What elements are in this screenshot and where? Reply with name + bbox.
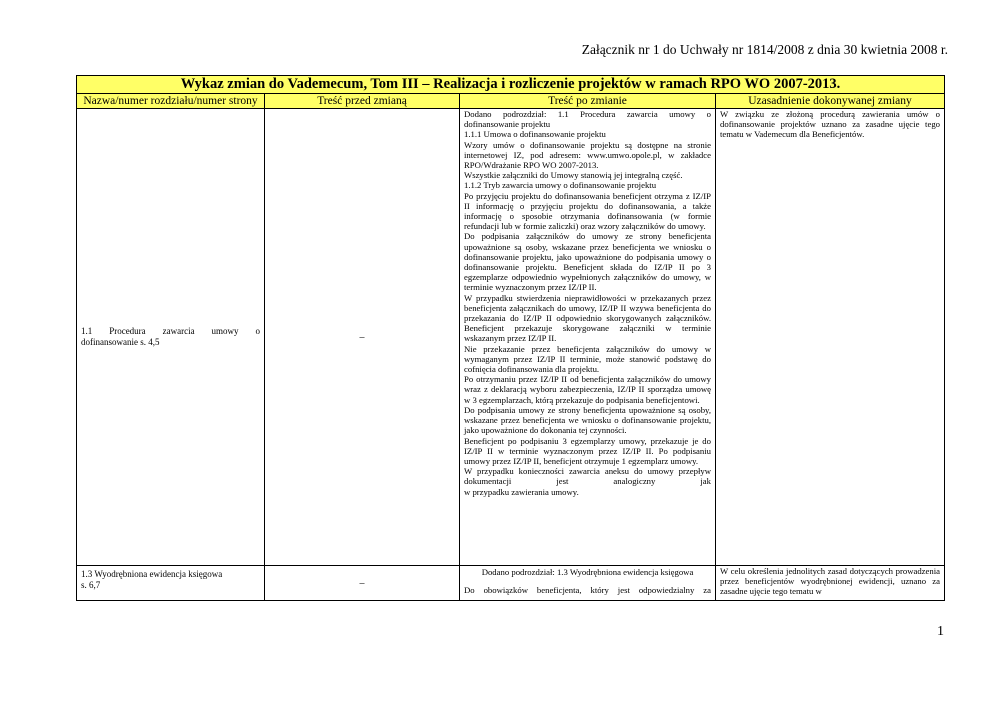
after-paragraph: Do podpisania załączników do umowy ze strony beneficjenta upoważnione są osoby, wskazane przez beneficjenta we wniosku o dofinansowanie projektu, jako upoważnione do podpisania umowy o dofinansowanie projektu. Beneficjent składa do IZ/IP II po 3 egzemplarze odpowiednio wypełnionych załączników do umowy, w terminie wyznaczonym przez IZ/IP II. <box>464 231 711 293</box>
attachment-header-note: Załącznik nr 1 do Uchwały nr 1814/2008 z dnia 30 kwietnia 2008 r. <box>581 42 948 57</box>
after-paragraph: Nie przekazanie przez beneficjenta załączników do umowy w wymaganym przez IZ/IP II terminie, może stanowić podstawę do cofnięcia dofinansowania dla projektu. <box>464 343 711 375</box>
changes-table <box>76 75 945 601</box>
after-paragraph: 1.1.2 Tryb zawarcia umowy o dofinansowanie projektu <box>464 180 657 191</box>
after-paragraph: Do obowiązków beneficjenta, który jest odpowiedzialny za <box>464 585 711 596</box>
row-justification-cell: W celu określenia jednolitych zasad dotyczących prowadzenia przez beneficjentów wyodrębnionej ewidencji, uznano za zasadne ujęcie tego tematu w <box>716 566 945 601</box>
row-after-cell <box>460 109 716 566</box>
after-paragraph: W przypadku stwierdzenia nieprawidłowości w przekazanych przez beneficjenta załącznikach do umowy, IZ/IP II wzywa beneficjenta do przekazania do IZ/IP II odpowiednio skorygowanych załączników. Beneficjent przekazuje skorygowane załączniki w terminie wskazanym przez IZ/IP II. <box>464 292 711 344</box>
table-row <box>77 109 945 566</box>
column-header-after: Treść po zmianie <box>460 94 716 109</box>
after-paragraph: W przypadku konieczności zawarcia aneksu do umowy przepływ dokumentacji jest analogiczny jak <box>464 466 711 487</box>
row-after-cell <box>460 566 716 601</box>
column-header-before: Treść przed zmianą <box>265 94 460 109</box>
row-name-cell <box>77 109 265 566</box>
after-paragraph: Dodano podrozdział: 1.3 Wyodrębniona ewidencja księgowa <box>481 567 694 577</box>
column-header-justification: Uzasadnienie dokonywanej zmiany <box>716 94 945 109</box>
table-title: Wykaz zmian do Vademecum, Tom III – Realizacja i rozliczenie projektów w ramach RPO WO 2007-2013. <box>77 76 945 94</box>
row-name-line: s. 6,7 <box>81 580 101 590</box>
after-paragraph: Beneficjent po podpisaniu 3 egzemplarzy umowy, przekazuje je do IZ/IP II w terminie wyznaczonym przez IZ/IP II. Po podpisaniu umowy przez IZ/IP II, beneficjent otrzymuje 1 egzemplarz umowy. <box>464 435 711 466</box>
row-justification-cell: W związku ze złożoną procedurą zawierania umów o dofinansowanie projektów uznano za zasadne ujęcie tego tematu w Vademecum dla Beneficjentów. <box>716 109 945 566</box>
row-name-line: dofinansowanie s. 4,5 <box>81 337 160 347</box>
after-paragraph: Wzory umów o dofinansowanie projektu są dostępne na stronie internetowej IZ, pod adresem: www.umwo.opole.pl, w zakładce RPO/Wdrażanie RPO WO 2007-2013. <box>464 139 711 171</box>
after-paragraph: Po otrzymaniu przez IZ/IP II od beneficjenta załączników do umowy wraz z deklaracją wyboru zabezpieczenia, IZ/IP II sporządza umowę w 3 egzemplarzach, którą przekazuje do podpisania beneficjentowi. <box>464 374 711 405</box>
column-header-name: Nazwa/numer rozdziału/numer strony <box>77 94 265 109</box>
table-row <box>77 566 945 601</box>
page-number: 1 <box>937 624 944 639</box>
row-name-line: 1.3 Wyodrębniona ewidencja księgowa <box>81 569 223 579</box>
after-paragraph: Dodano podrozdział: 1.1 Procedura zawarcia umowy o dofinansowanie projektu <box>464 109 711 130</box>
row-before-cell: – <box>265 109 460 566</box>
after-paragraph: Po przyjęciu projektu do dofinansowania beneficjent otrzyma z IZ/IP II informację o przyjęciu projektu do dofinansowania, a także informację o sposobie otrzymania dofinansowania (w formie refundacji lub w formie zaliczki) oraz wzory załączników do umowy. <box>464 190 711 232</box>
row-name-cell <box>77 566 265 601</box>
after-paragraph: 1.1.1 Umowa o dofinansowanie projektu <box>464 129 606 140</box>
after-paragraph: w przypadku zawierania umowy. <box>464 486 579 497</box>
column-header-row <box>77 94 945 109</box>
row-name-line: 1.1 Procedura zawarcia umowy o <box>81 326 260 336</box>
after-paragraph: Wszystkie załączniki do Umowy stanowią jej integralną część. <box>464 170 683 181</box>
row-before-cell: – <box>265 566 460 601</box>
after-paragraph: Do podpisania umowy ze strony beneficjenta upoważnione są osoby, wskazane przez beneficjenta we wniosku o dofinansowanie projektu, jako upoważnione do dokonania tej czynności. <box>464 404 711 436</box>
